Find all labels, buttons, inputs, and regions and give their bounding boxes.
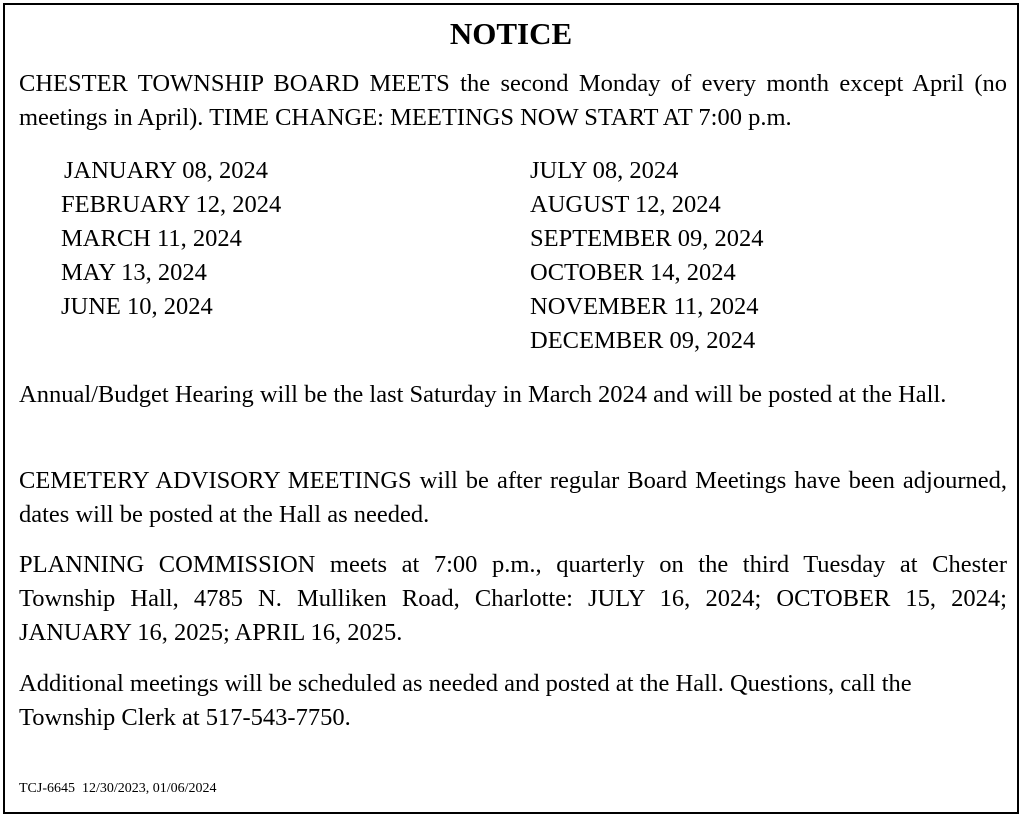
cemetery-meetings-paragraph: CEMETERY ADVISORY MEETINGS will be after regular Board Meetings have been adjourned, dates will be posted at the Hall as needed. [19, 467, 1007, 528]
meeting-date: JUNE 10, 2024 [61, 293, 213, 320]
meeting-date: FEBRUARY 12, 2024 [61, 191, 282, 218]
board-meeting-paragraph: CHESTER TOWNSHIP BOARD MEETS the second Monday of every month except April (no meetings in April). TIME CHANGE: MEETINGS NOW START AT 7:00 p.m. [19, 70, 1007, 131]
planning-commission-paragraph: PLANNING COMMISSION meets at 7:00 p.m., quarterly on the third Tuesday at Chester Township Hall, 4785 N. Mulliken Road, Charlotte: JULY 16, 2024; OCTOBER 15, 2024; JANUARY 16, 2025; APRIL 16, 2025. [19, 551, 1007, 646]
meeting-date: JULY 08, 2024 [530, 157, 679, 184]
publication-reference: TCJ-6645 12/30/2023, 01/06/2024 [19, 781, 217, 796]
notice-box [3, 3, 1019, 814]
additional-meetings-paragraph: Additional meetings will be scheduled as needed and posted at the Hall. Questions, call the Township Clerk at 517-543-7750. [19, 670, 912, 731]
meeting-date: MAY 13, 2024 [61, 259, 207, 286]
meeting-date: MARCH 11, 2024 [61, 225, 242, 252]
meeting-date: NOVEMBER 11, 2024 [530, 293, 759, 320]
meeting-date: DECEMBER 09, 2024 [530, 327, 756, 354]
budget-hearing-paragraph: Annual/Budget Hearing will be the last Saturday in March 2024 and will be posted at the Hall. [19, 381, 947, 408]
meeting-date: AUGUST 12, 2024 [530, 191, 721, 218]
notice-title: NOTICE [449, 16, 573, 51]
meeting-dates-right-column [530, 154, 763, 358]
meeting-dates-left-column [61, 154, 281, 324]
meeting-date: JANUARY 08, 2024 [64, 157, 268, 184]
meeting-date: SEPTEMBER 09, 2024 [530, 225, 764, 252]
meeting-date: OCTOBER 14, 2024 [530, 259, 736, 286]
